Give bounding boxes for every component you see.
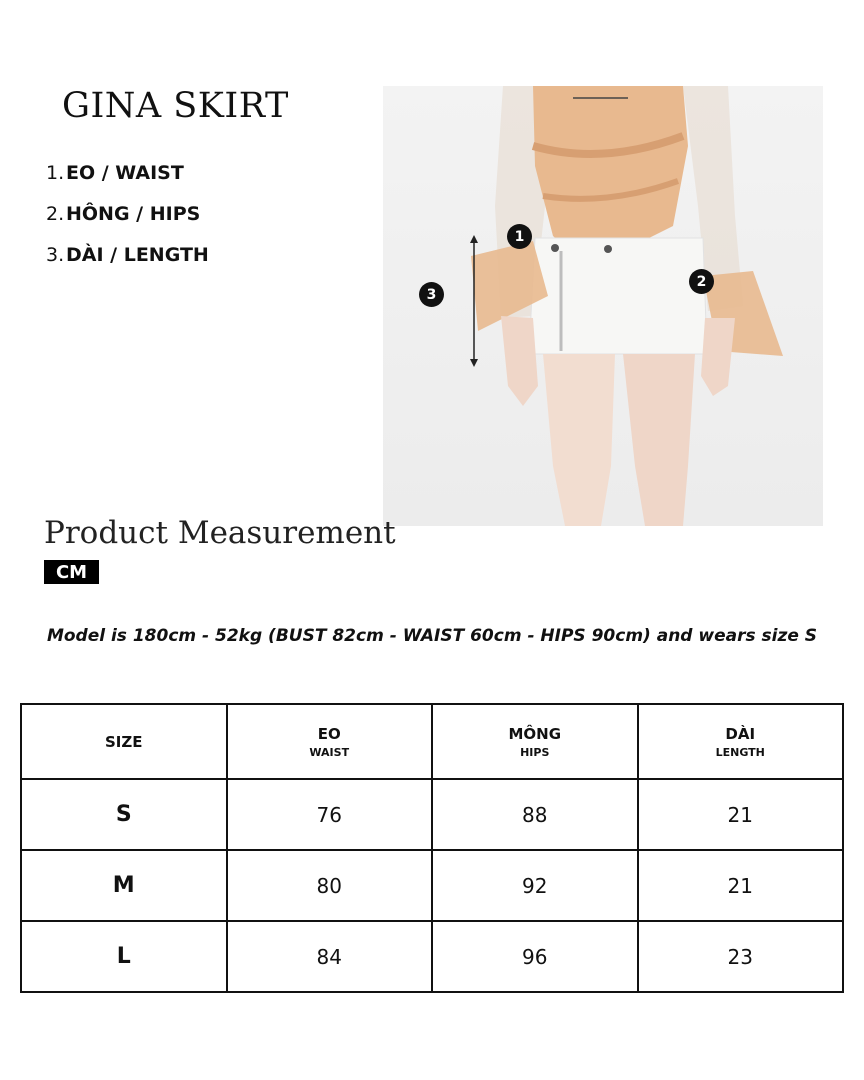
marker-2: 2 <box>689 269 714 294</box>
size-cell: L <box>21 921 227 992</box>
length-cell: 23 <box>638 921 844 992</box>
measurement-list <box>46 162 209 285</box>
list-number: 3. <box>46 244 65 266</box>
header-size: SIZE <box>21 704 227 779</box>
header-waist: EO WAIST <box>227 704 433 779</box>
header-length: DÀI LENGTH <box>638 704 844 779</box>
measurement-label: DÀI / LENGTH <box>66 244 209 266</box>
table-row <box>21 779 843 850</box>
hips-cell: 88 <box>432 779 638 850</box>
list-item <box>46 162 209 203</box>
product-photo <box>383 86 823 526</box>
header-hips: MÔNG HIPS <box>432 704 638 779</box>
list-item <box>46 203 209 244</box>
measurement-label: HÔNG / HIPS <box>66 203 201 225</box>
marker-1: 1 <box>507 224 532 249</box>
length-cell: 21 <box>638 779 844 850</box>
unit-badge: CM <box>44 560 99 584</box>
list-item <box>46 244 209 285</box>
hips-cell: 96 <box>432 921 638 992</box>
waist-cell: 80 <box>227 850 433 921</box>
waist-cell: 76 <box>227 779 433 850</box>
section-title: Product Measurement <box>44 515 396 551</box>
list-number: 1. <box>46 162 65 184</box>
size-table <box>20 703 844 993</box>
size-cell: S <box>21 779 227 850</box>
length-cell: 21 <box>638 850 844 921</box>
model-note: Model is 180cm - 52kg (BUST 82cm - WAIST 60cm - HIPS 90cm) and wears size S <box>46 626 818 646</box>
waist-cell: 84 <box>227 921 433 992</box>
measurement-label: EO / WAIST <box>66 162 184 184</box>
list-number: 2. <box>46 203 65 225</box>
hips-cell: 92 <box>432 850 638 921</box>
table-row <box>21 850 843 921</box>
table-row <box>21 921 843 992</box>
product-title: GINA SKIRT <box>62 86 289 126</box>
marker-3: 3 <box>419 282 444 307</box>
table-header-row <box>21 704 843 779</box>
size-cell: M <box>21 850 227 921</box>
